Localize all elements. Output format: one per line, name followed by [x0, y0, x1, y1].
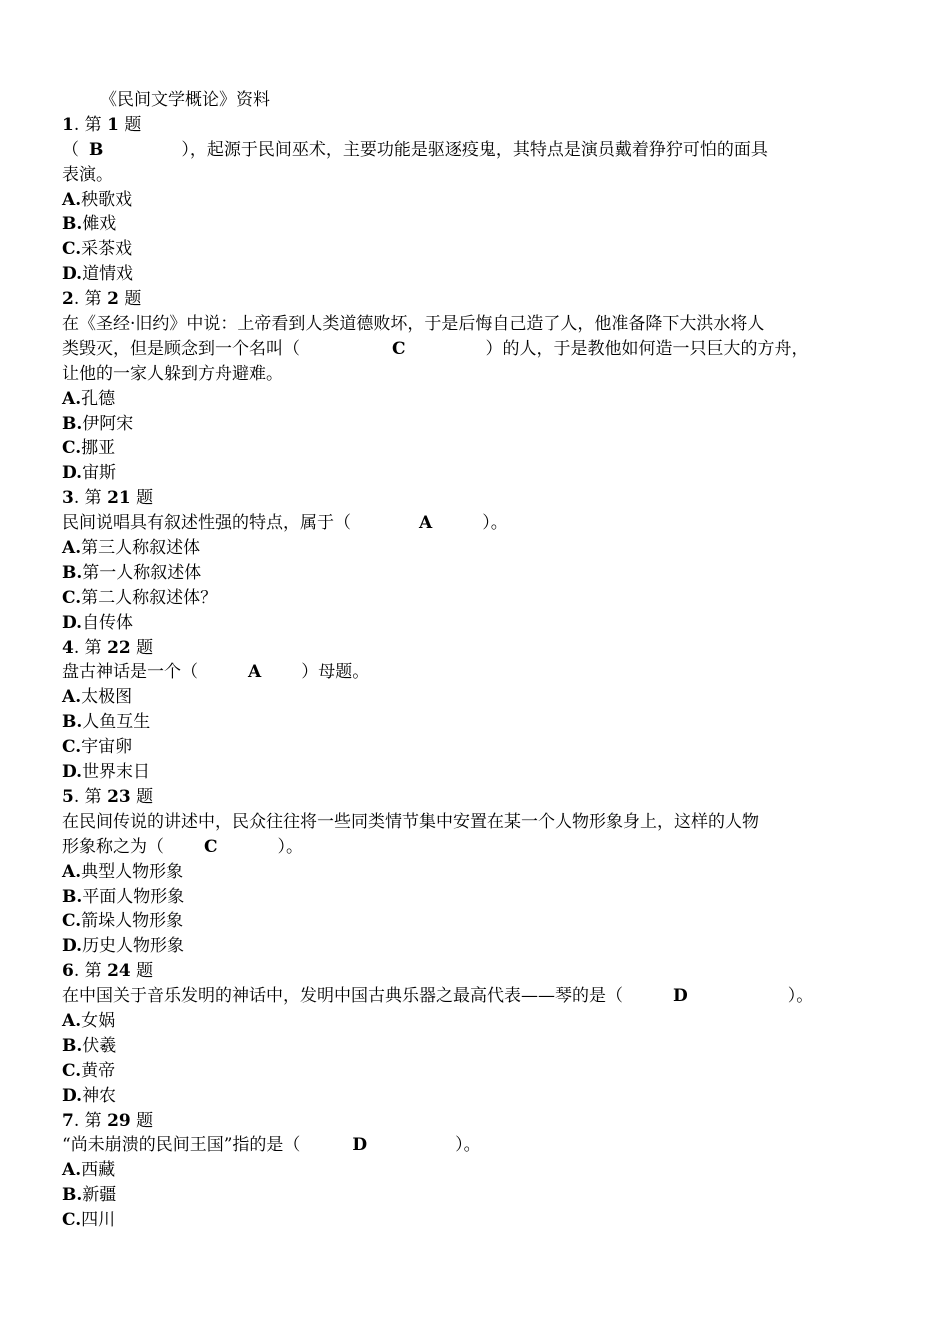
answer-option [62, 885, 862, 910]
question-stem-line [62, 163, 862, 188]
answer-option [62, 685, 862, 710]
document-page [62, 88, 862, 1233]
question-number: 3 [62, 488, 74, 509]
question-stem-line [62, 337, 862, 362]
answer-letter: C [392, 338, 406, 359]
question-header [62, 636, 862, 661]
option-letter: C. [62, 587, 82, 608]
question-number: 2 [62, 289, 74, 310]
option-letter: B. [62, 214, 83, 235]
answer-option [62, 909, 862, 934]
option-text: 女娲 [81, 1010, 116, 1031]
option-letter: B. [62, 712, 83, 733]
option-text: 伊阿宋 [82, 413, 134, 434]
option-text: 平面人物形象 [82, 886, 185, 907]
option-letter: B. [62, 1185, 83, 1206]
question-label-number: 21 [107, 488, 131, 509]
option-text: 自传体 [82, 612, 134, 633]
question-label-suffix: 题 [136, 488, 154, 509]
option-letter: D. [62, 463, 83, 484]
stem-text: 盘古神话是一个（ [62, 662, 198, 683]
answer-letter: B [89, 139, 104, 160]
stem-text: ）。 [787, 986, 814, 1007]
option-text: 西藏 [81, 1160, 116, 1181]
answer-option [62, 735, 862, 760]
question-stem-line [62, 660, 862, 685]
option-letter: A. [62, 1010, 82, 1031]
question-number: 4 [62, 637, 74, 658]
option-text: 宇宙卵 [81, 737, 133, 758]
answer-option [62, 412, 862, 437]
answer-option [62, 611, 862, 636]
question-label-prefix: 第 [84, 114, 102, 135]
option-letter: A. [62, 189, 82, 210]
option-letter: A. [62, 1160, 82, 1181]
option-text: 采茶戏 [81, 239, 133, 260]
stem-text: “尚未崩溃的民间王国”指的是（ [62, 1135, 301, 1156]
option-letter: B. [62, 413, 83, 434]
question-label-suffix: 题 [136, 786, 154, 807]
question-number-separator: . [73, 114, 85, 135]
question-number-separator: . [73, 637, 85, 658]
answer-option [62, 1208, 862, 1233]
option-text: 伏羲 [82, 1035, 117, 1056]
question-label-prefix: 第 [84, 488, 102, 509]
answer-option [62, 934, 862, 959]
answer-option [62, 1059, 862, 1084]
option-letter: C. [62, 737, 82, 758]
answer-option [62, 461, 862, 486]
option-letter: A. [62, 538, 82, 559]
option-letter: A. [62, 861, 82, 882]
question-block [62, 287, 862, 486]
option-letter: D. [62, 264, 83, 285]
answer-option [62, 262, 862, 287]
question-block [62, 113, 862, 287]
question-block [62, 486, 862, 635]
option-text: 历史人物形象 [82, 936, 185, 957]
answer-letter: D [352, 1135, 368, 1156]
stem-text: ）的人，于是教他如何造一只巨大的方舟， [485, 338, 809, 359]
answer-option [62, 1183, 862, 1208]
answer-option [62, 1084, 862, 1109]
option-text: 孔德 [81, 388, 116, 409]
option-letter: B. [62, 562, 83, 583]
question-label-suffix: 题 [136, 1110, 154, 1131]
answer-option [62, 860, 862, 885]
answer-option [62, 710, 862, 735]
stem-text: 在民间传说的讲述中，民众往往将一些同类情节集中安置在某一个人物形象身上，这样的人物 [62, 811, 759, 832]
answer-option [62, 436, 862, 461]
answer-option [62, 561, 862, 586]
question-block [62, 636, 862, 785]
answer-option [62, 212, 862, 237]
question-stem-line [62, 138, 862, 163]
option-text: 第二人称叙述体？ [81, 587, 218, 608]
option-text: 四川 [81, 1210, 116, 1231]
stem-text: 表演。 [62, 164, 113, 185]
question-stem-line [62, 810, 862, 835]
stem-text: ），起源于民间巫术，主要功能是驱逐疫鬼，其特点是演员戴着狰狞可怕的面具 [181, 139, 768, 160]
question-stem-line [62, 1133, 862, 1158]
option-letter: C. [62, 239, 82, 260]
question-label-suffix: 题 [136, 637, 154, 658]
option-text: 世界末日 [82, 762, 151, 783]
document-title: 《民间文学概论》资料 [100, 90, 270, 110]
option-letter: D. [62, 612, 83, 633]
stem-text: 让他的一家人躲到方舟避难。 [62, 363, 283, 384]
question-stem-line [62, 984, 862, 1009]
option-letter: D. [62, 1085, 83, 1106]
option-text: 傩戏 [82, 214, 117, 235]
stem-text: ）。 [482, 513, 508, 534]
answer-letter: D [673, 986, 688, 1007]
stem-text: 类毁灭，但是顾念到一个名叫（ [62, 338, 300, 359]
option-text: 第三人称叙述体 [81, 538, 201, 559]
question-label-number: 23 [107, 786, 131, 807]
answer-option [62, 188, 862, 213]
question-number-separator: . [73, 289, 85, 310]
option-text: 道情戏 [82, 264, 134, 285]
option-text: 人鱼互生 [82, 712, 151, 733]
stem-text: 民间说唱具有叙述性强的特点，属于（ [62, 513, 351, 534]
question-number-separator: . [73, 786, 85, 807]
question-label-suffix: 题 [136, 961, 154, 982]
answer-option [62, 237, 862, 262]
option-text: 宙斯 [82, 463, 117, 484]
option-text: 新疆 [82, 1185, 117, 1206]
stem-text: 在《圣经·旧约》中说：上帝看到人类道德败坏，于是后悔自己造了人，他准备降下大洪水将人 [62, 314, 765, 335]
option-letter: C. [62, 1060, 82, 1081]
question-stem-line [62, 362, 862, 387]
stem-text: ）。 [455, 1135, 481, 1156]
question-list [62, 113, 862, 1233]
answer-option [62, 760, 862, 785]
stem-text: 形象称之为（ [62, 836, 164, 857]
question-header [62, 287, 862, 312]
answer-option [62, 1158, 862, 1183]
option-text: 箭垛人物形象 [81, 911, 184, 932]
answer-option [62, 1009, 862, 1034]
question-header [62, 113, 862, 138]
stem-text: ）。 [277, 836, 304, 857]
question-label-number: 1 [107, 114, 119, 135]
option-text: 典型人物形象 [81, 861, 184, 882]
question-label-prefix: 第 [84, 637, 102, 658]
question-label-prefix: 第 [84, 961, 102, 982]
question-header [62, 1109, 862, 1134]
question-label-number: 24 [107, 961, 131, 982]
option-letter: B. [62, 1035, 83, 1056]
question-number: 5 [62, 786, 74, 807]
option-text: 黄帝 [81, 1060, 116, 1081]
answer-letter: A [248, 662, 262, 683]
question-stem-line [62, 835, 862, 860]
answer-option [62, 536, 862, 561]
question-label-suffix: 题 [124, 114, 142, 135]
question-header [62, 785, 862, 810]
option-text: 第一人称叙述体 [82, 562, 202, 583]
question-label-prefix: 第 [84, 1110, 102, 1131]
question-number-separator: . [73, 961, 85, 982]
option-letter: D. [62, 762, 83, 783]
question-number-separator: . [73, 488, 85, 509]
option-text: 秧歌戏 [81, 189, 133, 210]
option-letter: B. [62, 886, 83, 907]
answer-letter: A [419, 513, 433, 534]
option-letter: D. [62, 936, 83, 957]
stem-text: （ [62, 139, 79, 160]
question-number: 7 [62, 1110, 74, 1131]
question-label-suffix: 题 [124, 289, 142, 310]
question-block [62, 785, 862, 959]
option-letter: C. [62, 911, 82, 932]
question-number-separator: . [73, 1110, 85, 1131]
option-letter: A. [62, 388, 82, 409]
question-label-number: 2 [107, 289, 119, 310]
question-label-number: 29 [107, 1110, 131, 1131]
question-number: 6 [62, 961, 74, 982]
question-label-prefix: 第 [84, 289, 102, 310]
stem-text: ）母题。 [301, 662, 370, 683]
question-stem-line [62, 511, 862, 536]
stem-text: 在中国关于音乐发明的神话中，发明中国古典乐器之最高代表——琴的是（ [62, 986, 623, 1007]
option-text: 神农 [82, 1085, 117, 1106]
answer-option [62, 586, 862, 611]
answer-option [62, 387, 862, 412]
question-header [62, 486, 862, 511]
option-letter: C. [62, 1210, 82, 1231]
option-text: 挪亚 [81, 438, 116, 459]
option-text: 太极图 [81, 687, 133, 708]
question-number: 1 [62, 114, 74, 135]
question-block [62, 959, 862, 1108]
option-letter: A. [62, 687, 82, 708]
option-letter: C. [62, 438, 82, 459]
question-header [62, 959, 862, 984]
answer-option [62, 1034, 862, 1059]
answer-letter: C [204, 836, 218, 857]
question-label-number: 22 [107, 637, 131, 658]
question-block [62, 1109, 862, 1233]
question-stem-line [62, 312, 862, 337]
question-label-prefix: 第 [84, 786, 102, 807]
